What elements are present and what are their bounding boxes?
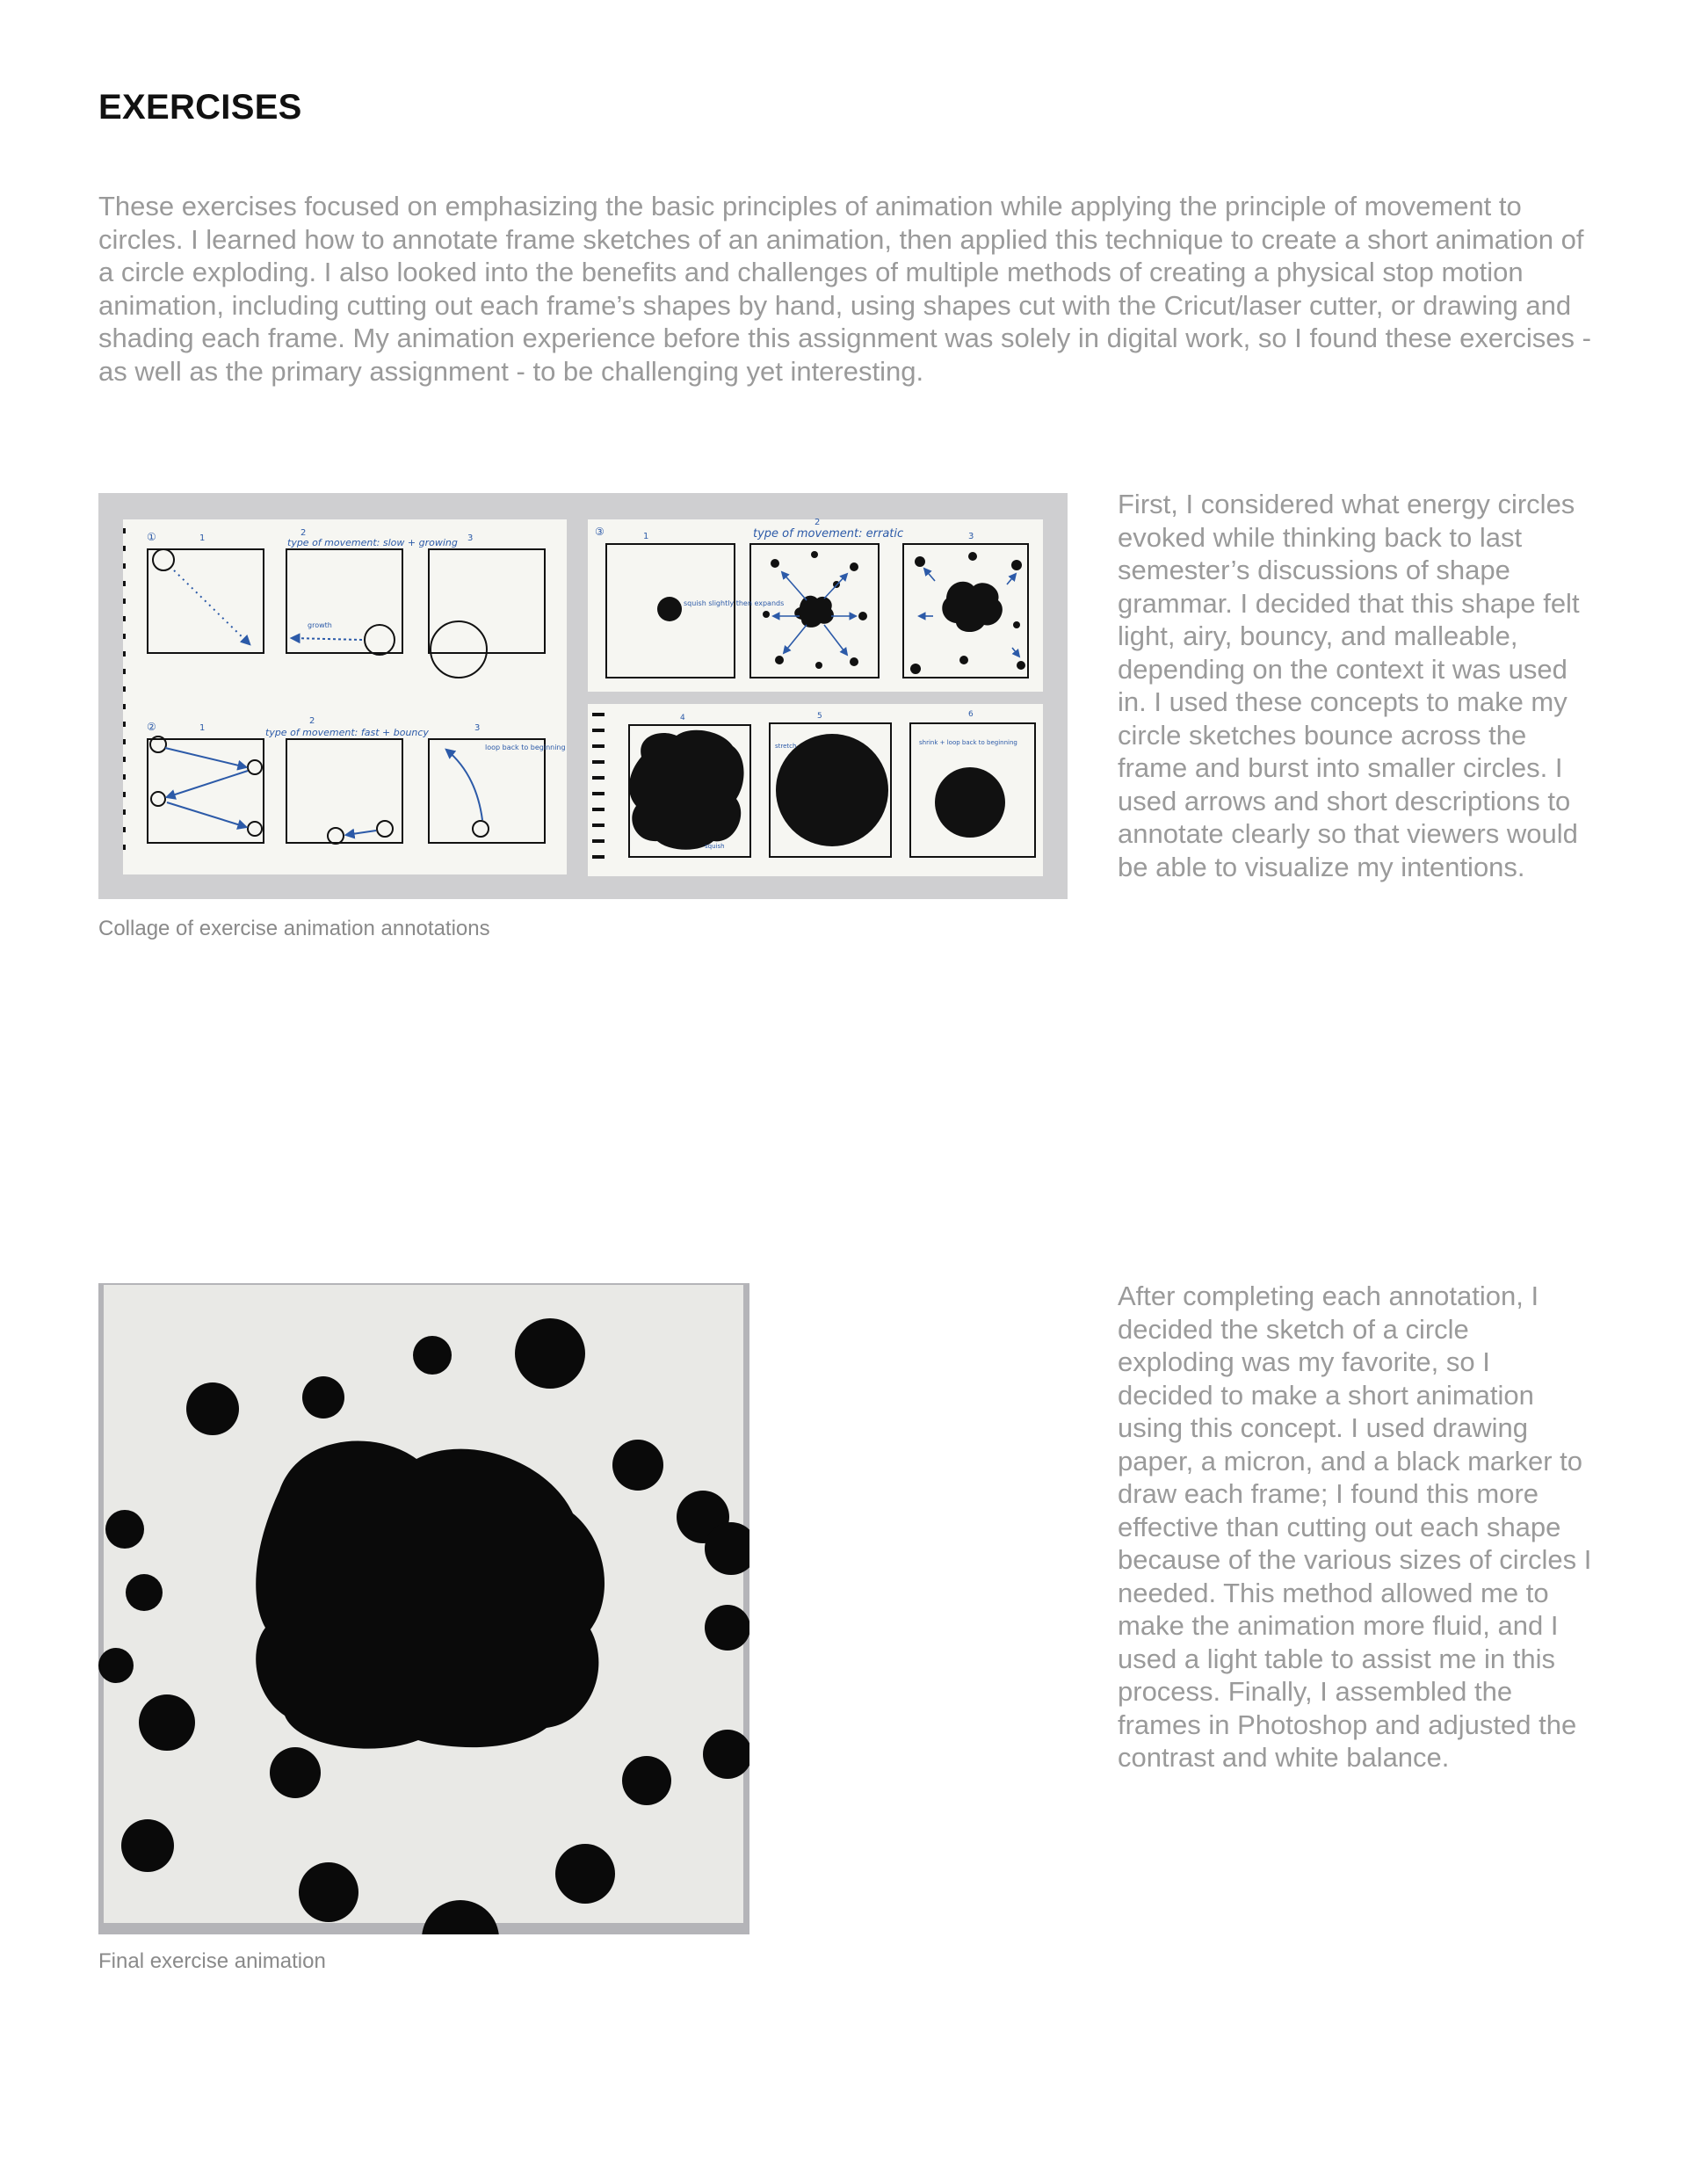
row2-frame2-number: 2	[309, 716, 315, 726]
note-loop: loop back to beginning	[485, 744, 566, 751]
row1-frame1-number: 1	[199, 533, 206, 543]
central-blob	[256, 1441, 605, 1749]
row1-marker: ①	[147, 531, 156, 543]
note-squish: squish	[705, 843, 725, 850]
note-stretch-2: stretch	[775, 743, 797, 750]
section-title: EXERCISES	[98, 88, 302, 127]
row2-frame3-number: 3	[474, 723, 481, 733]
erratic-frame3-number: 3	[968, 532, 974, 541]
filled-circle	[657, 597, 682, 621]
frame5-number: 5	[817, 712, 822, 721]
annotation-collage-image	[98, 493, 1068, 899]
row1-frame2-number: 2	[300, 528, 307, 538]
erratic-heading: type of movement: erratic	[753, 527, 904, 541]
collage-description: First, I considered what energy circles evoked while thinking back to last semester’s discussions of shape grammar. I decided that this shape felt light, airy, bouncy, and malleable, depending on the context it was used in. I used these concepts to make my circle sketches bounce across the frame and burst into smaller circles. I used arrows and short descriptions to annotate clearly so that viewers would be able to visualize my intentions.	[1118, 489, 1580, 882]
note-stretch: squish slightly then expands	[684, 599, 785, 607]
erratic-frame2-number: 2	[815, 518, 821, 527]
frame4-number: 4	[680, 714, 685, 722]
final-description: After completing each annotation, I decided the sketch of a circle exploding was my favorite, so I decided to make a short animation using this concept. I used drawing paper, a micron, and a black marker to draw each frame; I found this more effective than cutting out each shape because of the various sizes of circles I needed. This method allowed me to make the animation more fluid, and I used a light table to assist me in this process. Finally, I assembled the frames in Photoshop and adjusted the contrast and white balance.	[1118, 1281, 1592, 1773]
sheet-marker: ③	[595, 526, 605, 538]
row2-heading: type of movement: fast + bouncy	[265, 727, 429, 738]
blob-frame5	[776, 734, 888, 846]
final-animation-image	[98, 1283, 749, 1934]
row2-frame1-number: 1	[199, 723, 206, 733]
collage-caption: Collage of exercise animation annotations	[98, 917, 490, 940]
row1-heading: type of movement: slow + growing	[287, 537, 458, 548]
frame6-number: 6	[968, 710, 974, 719]
blob-frame4	[629, 730, 744, 850]
sketch-sheet-top-right	[588, 518, 1043, 692]
note-shrink: shrink + loop back to beginning	[919, 739, 1017, 746]
intro-paragraph: These exercises focused on emphasizing the basic principles of animation while applying the principle of movement to circles. I learned how to annotate frame sketches of an animation, then applied this technique to create a short animation of a circle exploding. I also looked into the benefits and challenges of multiple methods of creating a physical stop motion animation, including cutting out each frame’s shapes by hand, using shapes cut with the Cricut/laser cutter, or drawing and shading each frame. My animation experience before this assignment was solely in digital work, so I found these exercises - as well as the primary assignment - to be challenging yet interesting.	[98, 191, 1591, 387]
blob-frame6	[935, 767, 1005, 838]
final-caption: Final exercise animation	[98, 1949, 326, 1973]
row2-marker: ②	[147, 721, 156, 733]
note-grow: growth	[308, 621, 332, 629]
sketch-sheet-bottom-right	[588, 704, 1043, 876]
erratic-frame1-number: 1	[643, 532, 649, 541]
sketch-sheet-left	[123, 519, 567, 874]
row1-frame3-number: 3	[467, 533, 474, 543]
